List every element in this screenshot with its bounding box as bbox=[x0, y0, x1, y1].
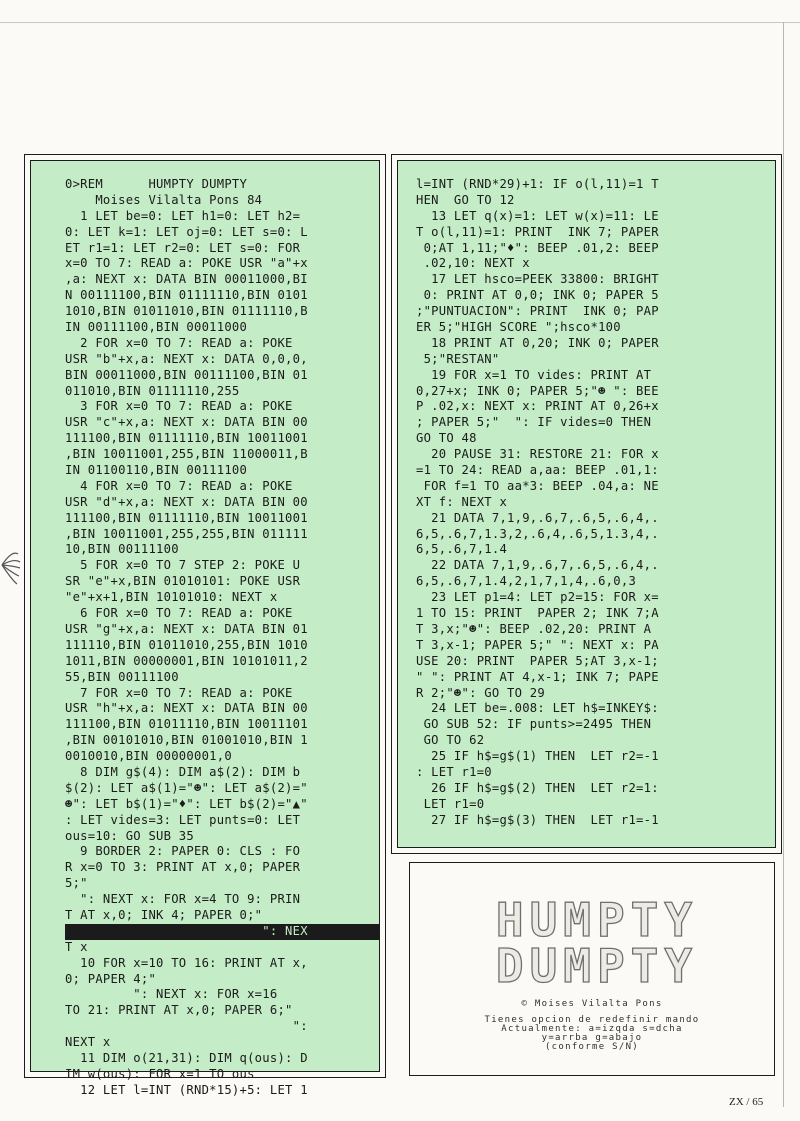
listing-line: 9 BORDER 2: PAPER 0: CLS : FO bbox=[65, 844, 301, 859]
listing-line: 0;AT 1,11;"♦": BEEP .01,2: BEEP bbox=[416, 240, 659, 255]
title-option-line: y=arrba g=abajo bbox=[541, 1033, 643, 1043]
listing-line: 111110,BIN 01011010,255,BIN 1010 bbox=[65, 637, 308, 652]
listing-line: 1010,BIN 01011010,BIN 01111110,B bbox=[65, 304, 308, 319]
listing-line: 6,5,.6,7,1.4,2,1,7,1,4,.6,0,3 bbox=[416, 574, 637, 589]
listing-line: 111100,BIN 01111110,BIN 10011001 bbox=[65, 510, 308, 525]
listing-line: P .02,x: NEXT x: PRINT AT 0,26+x bbox=[416, 399, 659, 414]
listing-line: =1 TO 24: READ a,aa: BEEP .01,1: bbox=[416, 463, 659, 478]
title-credit: © Moises Vilalta Pons bbox=[521, 999, 663, 1009]
left-code-listing bbox=[30, 160, 380, 1097]
listing-line: 5;"RESTAN" bbox=[416, 351, 500, 366]
listing-line: ous=10: GO SUB 35 bbox=[65, 828, 194, 843]
listing-line: : LET vides=3: LET punts=0: LET bbox=[65, 812, 301, 827]
listing-line: LET r1=0 bbox=[416, 796, 485, 811]
listing-line: 22 DATA 7,1,9,.6,7,.6,5,.6,4,. bbox=[416, 558, 659, 573]
listing-line: 27 IF h$=g$(3) THEN LET r1=-1 bbox=[416, 812, 659, 827]
title-screen-panel bbox=[409, 862, 775, 1076]
listing-line: : LET r1=0 bbox=[416, 764, 492, 779]
flower-ornament-icon bbox=[0, 540, 22, 590]
listing-line: 0: PRINT AT 0,0; INK 0; PAPER 5 bbox=[416, 288, 659, 303]
listing-line: FOR f=1 TO aa*3: BEEP .04,a: NE bbox=[416, 478, 659, 493]
listing-line: 5;" bbox=[65, 876, 88, 891]
listing-line: 23 LET p1=4: LET p2=15: FOR x= bbox=[416, 590, 659, 605]
listing-line: 19 FOR x=1 TO vides: PRINT AT bbox=[416, 367, 652, 382]
listing-line: T 3,x;"☻": BEEP .02,20: PRINT A bbox=[416, 621, 652, 636]
listing-line: 1011,BIN 00000001,BIN 10101011,2 bbox=[65, 653, 308, 668]
listing-line: " ": PRINT AT 4,x-1; INK 7; PAPE bbox=[416, 669, 659, 684]
listing-line: 12 LET l=INT (RND*15)+5: LET 1 bbox=[65, 1082, 308, 1097]
listing-line: IN 01100110,BIN 00111100 bbox=[65, 463, 248, 478]
title-option-line: Actualmente: a=izqda s=dcha bbox=[501, 1024, 683, 1034]
title-option-line: (conforme S/N) bbox=[544, 1042, 640, 1052]
listing-line: USR "h"+x,a: NEXT x: DATA BIN 00 bbox=[65, 701, 308, 716]
right-code-listing bbox=[397, 160, 776, 848]
listing-line: 20 PAUSE 31: RESTORE 21: FOR x bbox=[416, 447, 659, 462]
listing-line: 8 DIM g$(4): DIM a$(2): DIM b bbox=[65, 764, 301, 779]
title-word-dumpty: DUMPTY bbox=[495, 939, 699, 993]
listing-line: ": NEX bbox=[65, 924, 379, 940]
listing-line: 111100,BIN 01011110,BIN 10011101 bbox=[65, 717, 308, 732]
listing-line: GO TO 48 bbox=[416, 431, 477, 446]
listing-line: ,BIN 10011001,255,255,BIN 011111 bbox=[65, 526, 308, 541]
listing-line: T AT x,0; INK 4; PAPER 0;" bbox=[65, 907, 263, 922]
listing-line: ☻": LET b$(1)="♦": LET b$(2)="▲" bbox=[65, 796, 308, 811]
listing-line: IM w(ous): FOR x=1 TO ous bbox=[65, 1066, 255, 1081]
listing-line: 24 LET be=.008: LET h$=INKEY$: bbox=[416, 701, 659, 716]
listing-line: ": NEXT x: FOR x=16 bbox=[65, 987, 278, 1002]
listing-line: 011010,BIN 01111110,255 bbox=[65, 383, 240, 398]
listing-line: 0: LET k=1: LET oj=0: LET s=0: L bbox=[65, 224, 308, 239]
listing-line: 0,27+x; INK 0; PAPER 5;"☻ ": BEE bbox=[416, 383, 659, 398]
listing-line: NEXT x bbox=[65, 1035, 111, 1050]
listing-line: R 2;"☻": GO TO 29 bbox=[416, 685, 545, 700]
page-number: ZX / 65 bbox=[729, 1096, 764, 1108]
listing-line: 6,5,.6,7,1.4 bbox=[416, 542, 508, 557]
listing-line: 6,5,.6,7,1.3,2,.6,4,.6,5,1.3,4,. bbox=[416, 526, 659, 541]
title-option-line: Tienes opcion de redefinir mando bbox=[484, 1015, 700, 1025]
listing-line: 0010010,BIN 00000001,0 bbox=[65, 749, 232, 764]
listing-line: 26 IF h$=g$(2) THEN LET r2=1: bbox=[416, 780, 659, 795]
listing-line: 5 FOR x=0 TO 7 STEP 2: POKE U bbox=[65, 558, 301, 573]
listing-line: USR "b"+x,a: NEXT x: DATA 0,0,0, bbox=[65, 351, 308, 366]
listing-line: ,BIN 00101010,BIN 01001010,BIN 1 bbox=[65, 733, 308, 748]
listing-line: 10,BIN 00111100 bbox=[65, 542, 179, 557]
listing-line: TO 21: PRINT AT x,0; PAPER 6;" bbox=[65, 1003, 293, 1018]
listing-line: 3 FOR x=0 TO 7: READ a: POKE bbox=[65, 399, 293, 414]
listing-line: GO SUB 52: IF punts>=2495 THEN bbox=[416, 717, 652, 732]
listing-line: ": bbox=[65, 1019, 308, 1034]
listing-line: USR "d"+x,a: NEXT x: DATA BIN 00 bbox=[65, 494, 308, 509]
listing-line: ,a: NEXT x: DATA BIN 00011000,BI bbox=[65, 272, 308, 287]
listing-line: 13 LET q(x)=1: LET w(x)=11: LE bbox=[416, 208, 659, 223]
listing-line: Moises Vilalta Pons 84 bbox=[65, 192, 263, 207]
page-right-rule bbox=[783, 22, 784, 1107]
listing-line: ;"PUNTUACION": PRINT INK 0; PAP bbox=[416, 304, 659, 319]
listing-line: 55,BIN 00111100 bbox=[65, 669, 179, 684]
listing-line: ER 5;"HIGH SCORE ";hsco*100 bbox=[416, 320, 621, 335]
listing-line: BIN 00011000,BIN 00111100,BIN 01 bbox=[65, 367, 308, 382]
listing-line: ,BIN 10011001,255,BIN 11000011,B bbox=[65, 447, 308, 462]
listing-line: ; PAPER 5;" ": IF vides=0 THEN bbox=[416, 415, 652, 430]
listing-line: USR "g"+x,a: NEXT x: DATA BIN 01 bbox=[65, 621, 308, 636]
listing-line: x=0 TO 7: READ a: POKE USR "a"+x bbox=[65, 256, 308, 271]
listing-line: $(2): LET a$(1)="☻": LET a$(2)=" bbox=[65, 780, 308, 795]
listing-line: SR "e"+x,BIN 01010101: POKE USR bbox=[65, 574, 301, 589]
listing-line: T 3,x-1; PAPER 5;" ": NEXT x: PA bbox=[416, 637, 659, 652]
page-top-rule bbox=[0, 22, 800, 23]
listing-line: GO TO 62 bbox=[416, 733, 485, 748]
listing-line: 11 DIM o(21,31): DIM q(ous): D bbox=[65, 1050, 308, 1065]
listing-line: T x bbox=[65, 939, 88, 954]
listing-line: HEN GO TO 12 bbox=[416, 192, 515, 207]
listing-line: 4 FOR x=0 TO 7: READ a: POKE bbox=[65, 478, 293, 493]
listing-line: 17 LET hsco=PEEK 33800: BRIGHT bbox=[416, 272, 659, 287]
listing-line: IN 00111100,BIN 00011000 bbox=[65, 320, 248, 335]
listing-line: 18 PRINT AT 0,20; INK 0; PAPER bbox=[416, 335, 659, 350]
listing-line: l=INT (RND*29)+1: IF o(l,11)=1 T bbox=[416, 177, 659, 191]
listing-line: N 00111100,BIN 01111110,BIN 0101 bbox=[65, 288, 308, 303]
listing-line: ": NEXT x: FOR x=4 TO 9: PRIN bbox=[65, 892, 301, 907]
listing-line: 2 FOR x=0 TO 7: READ a: POKE bbox=[65, 335, 293, 350]
listing-line: R x=0 TO 3: PRINT AT x,0; PAPER bbox=[65, 860, 301, 875]
listing-line: T o(l,11)=1: PRINT INK 7; PAPER bbox=[416, 224, 659, 239]
listing-line: 6 FOR x=0 TO 7: READ a: POKE bbox=[65, 606, 293, 621]
listing-line: 0>REM HUMPTY DUMPTY bbox=[65, 177, 248, 191]
listing-line: 25 IF h$=g$(1) THEN LET r2=-1 bbox=[416, 749, 659, 764]
title-word-humpty: HUMPTY bbox=[495, 893, 699, 947]
listing-line: USR "c"+x,a: NEXT x: DATA BIN 00 bbox=[65, 415, 308, 430]
listing-line: 1 TO 15: PRINT PAPER 2; INK 7;A bbox=[416, 606, 659, 621]
listing-line: ET r1=1: LET r2=0: LET s=0: FOR bbox=[65, 240, 301, 255]
listing-line: 10 FOR x=10 TO 16: PRINT AT x, bbox=[65, 955, 308, 970]
listing-line: 0; PAPER 4;" bbox=[65, 971, 157, 986]
listing-line: .02,10: NEXT x bbox=[416, 256, 530, 271]
listing-line: "e"+x+1,BIN 10101010: NEXT x bbox=[65, 590, 278, 605]
listing-line: 21 DATA 7,1,9,.6,7,.6,5,.6,4,. bbox=[416, 510, 659, 525]
listing-line: USE 20: PRINT PAPER 5;AT 3,x-1; bbox=[416, 653, 659, 668]
listing-line: 1 LET be=0: LET h1=0: LET h2= bbox=[65, 208, 301, 223]
listing-line: 111100,BIN 01111110,BIN 10011001 bbox=[65, 431, 308, 446]
listing-line: 7 FOR x=0 TO 7: READ a: POKE bbox=[65, 685, 293, 700]
listing-line: XT f: NEXT x bbox=[416, 494, 508, 509]
